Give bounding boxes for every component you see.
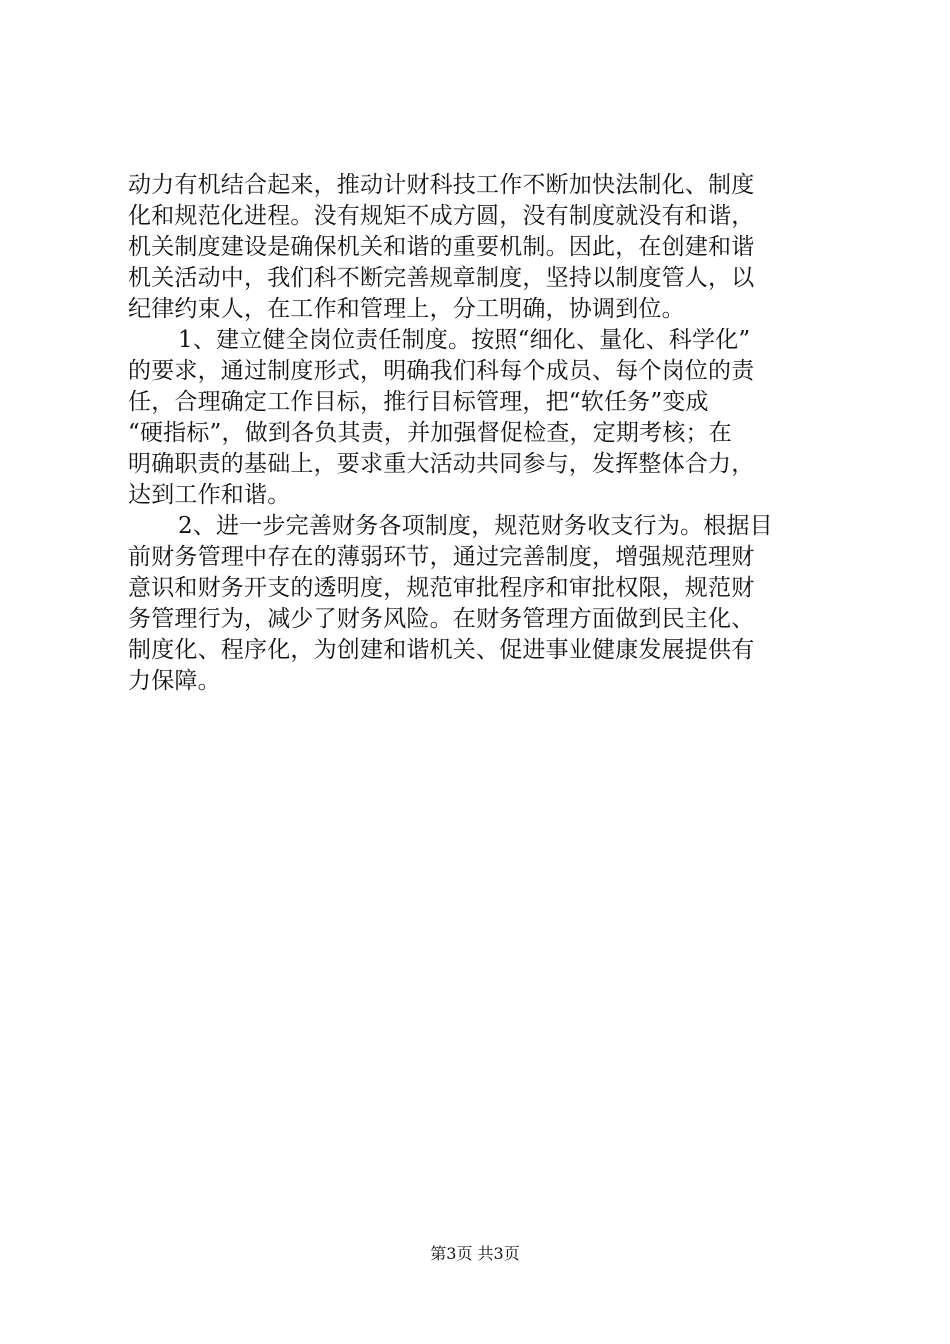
paragraph-line: 动力有机结合起来，推动计财科技工作不断加快法制化、制度 (128, 172, 755, 198)
paragraph-line: 制度化、程序化，为创建和谐机关、促进事业健康发展提供有 (128, 637, 755, 663)
page-number-footer: 第3页 共3页 (430, 1244, 520, 1263)
paragraph-line: 前财务管理中存在的薄弱环节，通过完善制度，增强规范理财 (128, 544, 755, 570)
paragraph-line: 化和规范化进程。没有规矩不成方圆，没有制度就没有和谐， (128, 203, 755, 229)
paragraph-line: 务管理行为，减少了财务风险。在财务管理方面做到民主化、 (128, 606, 755, 632)
paragraph-line: 明确职责的基础上，要求重大活动共同参与，发挥整体合力， (128, 451, 755, 477)
paragraph-line: 2、进一步完善财务各项制度，规范财务收支行为。根据目 (178, 513, 773, 539)
paragraph-line: 1、建立健全岗位责任制度。按照“细化、量化、科学化” (178, 327, 751, 353)
paragraph-line: 达到工作和谐。 (128, 482, 291, 508)
paragraph-line: 机关活动中，我们科不断完善规章制度，坚持以制度管人，以 (128, 265, 755, 291)
paragraph-line: 意识和财务开支的透明度，规范审批程序和审批权限，规范财 (128, 575, 755, 601)
paragraph-line: 的要求，通过制度形式，明确我们科每个成员、每个岗位的责 (128, 358, 755, 384)
paragraph-line: “硬指标”，做到各负其责，并加强督促检查，定期考核；在 (128, 420, 732, 446)
paragraph-line: 任，合理确定工作目标，推行目标管理，把“软任务”变成 (128, 389, 709, 415)
paragraph-line: 机关制度建设是确保机关和谐的重要机制。因此，在创建和谐 (128, 234, 755, 260)
paragraph-line: 力保障。 (128, 668, 221, 694)
document-body (128, 170, 840, 697)
paragraph-line: 纪律约束人，在工作和管理上，分工明确，协调到位。 (128, 296, 685, 322)
